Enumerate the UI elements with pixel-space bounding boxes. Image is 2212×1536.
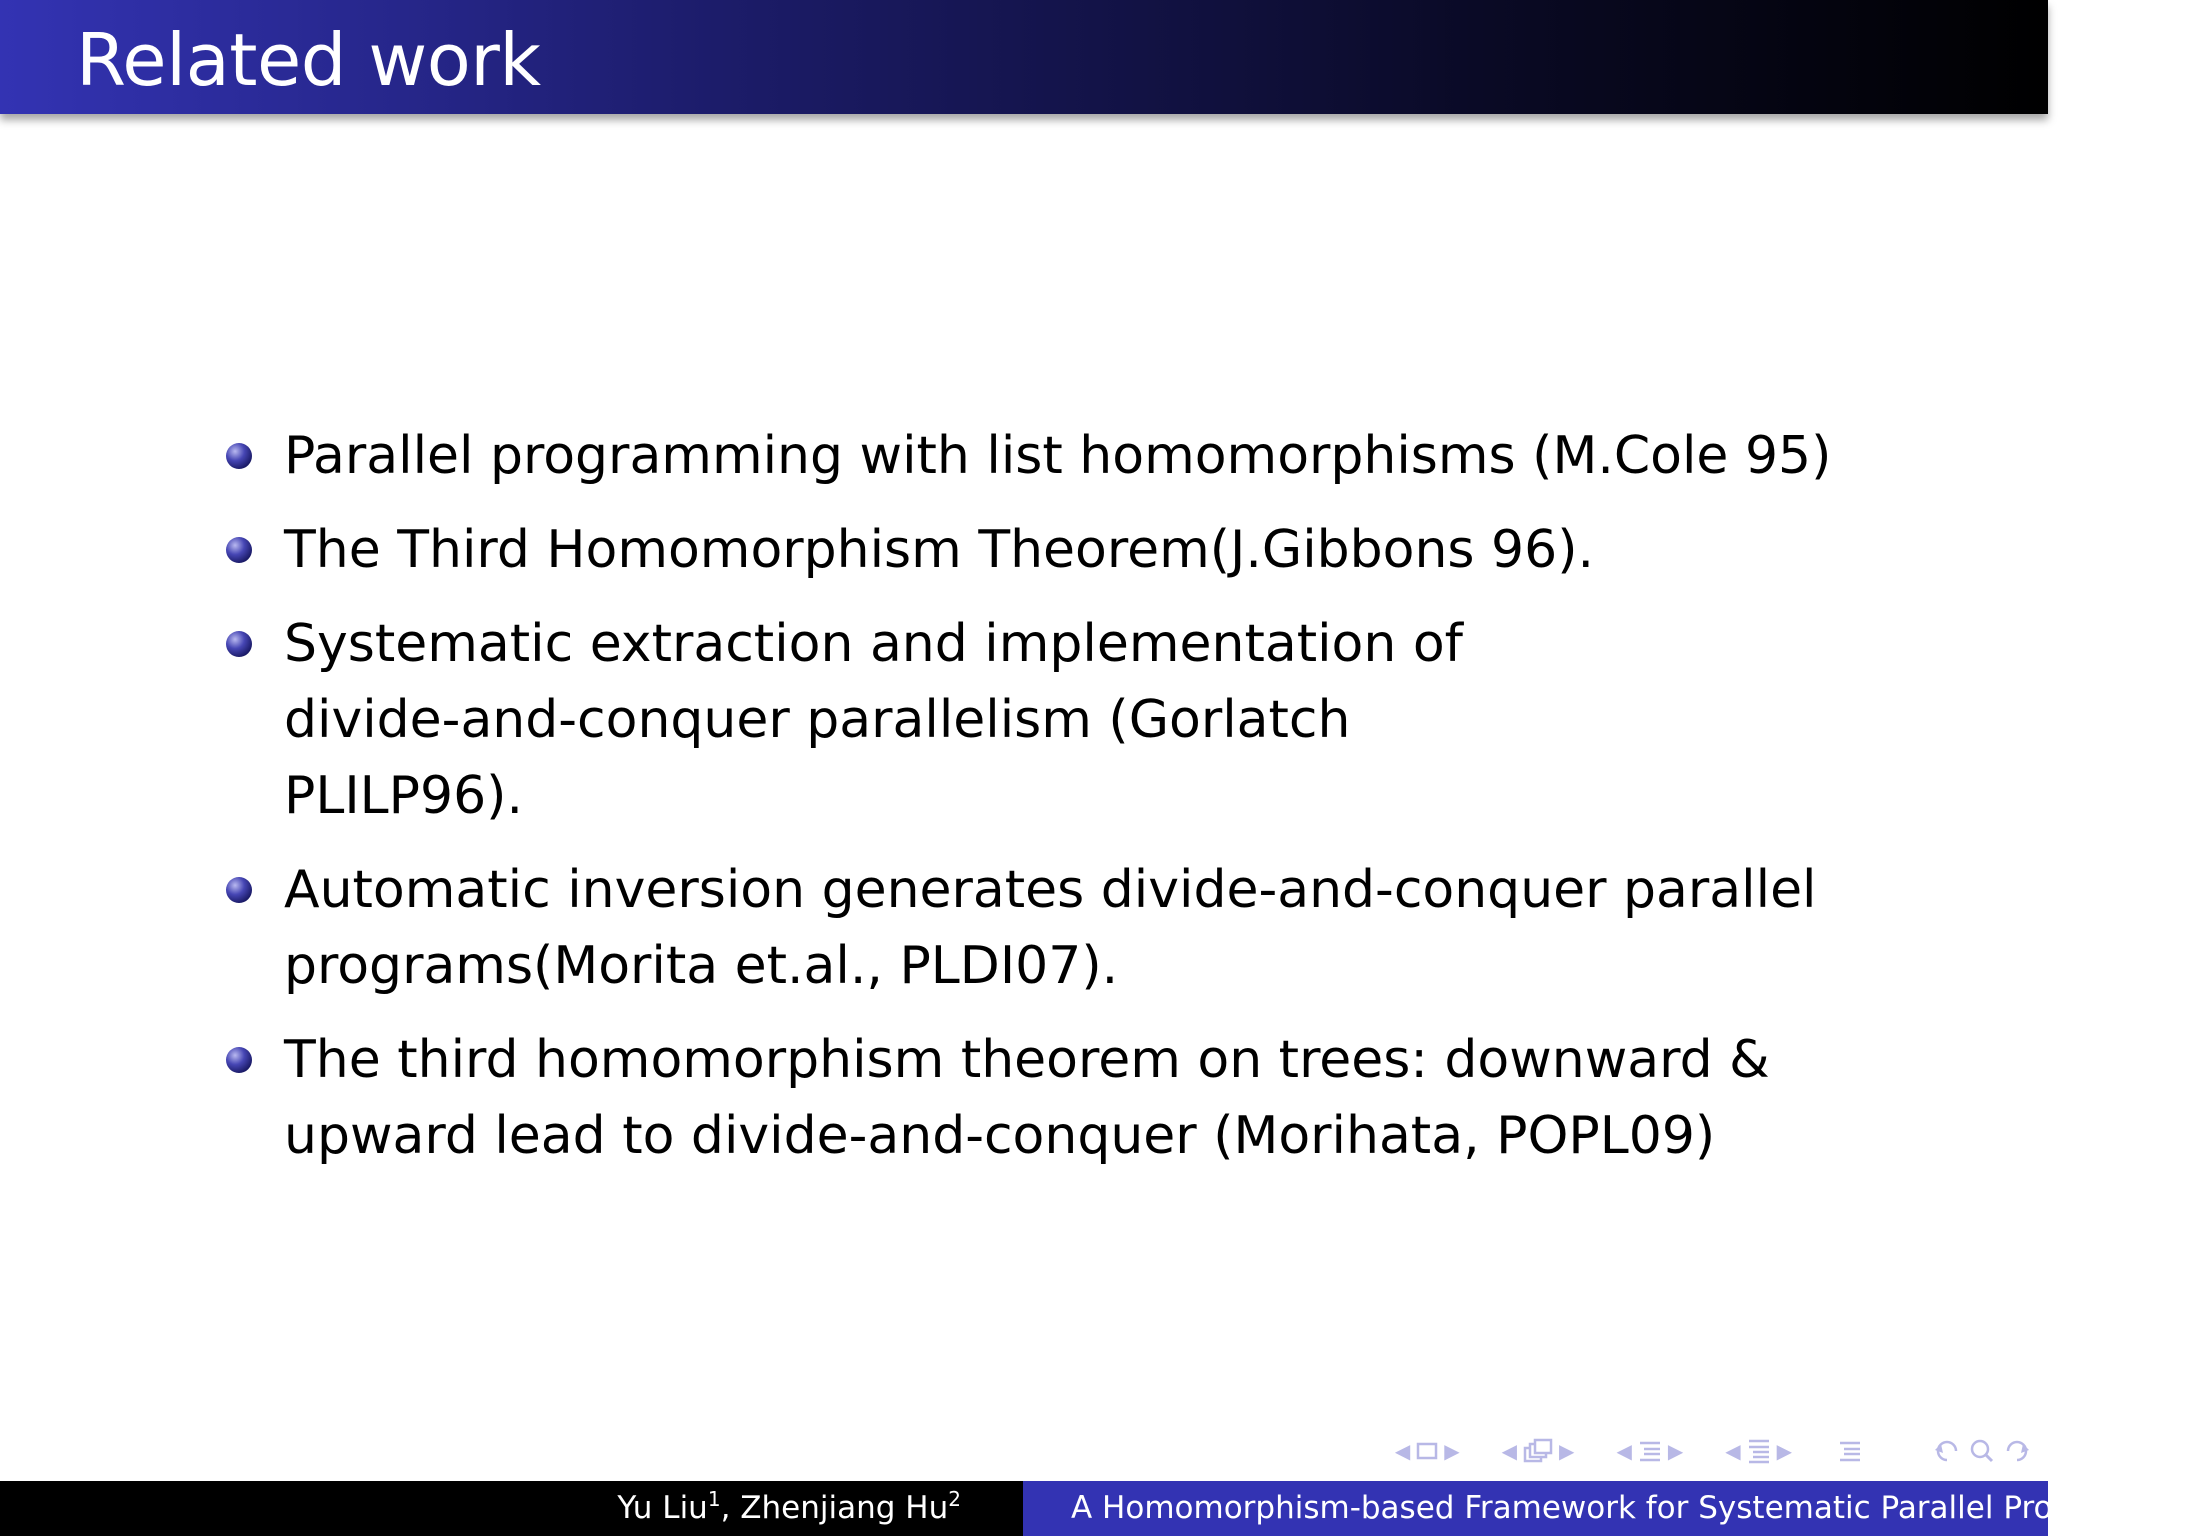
footer	[0, 1481, 2212, 1536]
bullet-text: The third homomorphism theorem on trees: downward & upward lead to divide-and-conquer (Morihata, POPL09)	[284, 1030, 1770, 1166]
affiliation-mark: 2	[948, 1487, 961, 1511]
bullet-ball-icon	[226, 877, 252, 903]
bullet-text: Systematic extraction and implementation of divide-and-conquer parallelism (Gorlatch PLILP96).	[284, 614, 1463, 826]
author-name: Yu Liu	[617, 1490, 708, 1526]
bullet-item	[222, 1022, 1824, 1174]
slide-title: Related work	[76, 18, 541, 102]
subsection-nav-icon[interactable]: ◀ ▶	[1501, 1439, 1575, 1463]
bullet-item	[222, 852, 1824, 1004]
frame-nav-icon[interactable]: ◀ ▶	[1394, 1439, 1460, 1463]
title-bar	[0, 0, 2048, 114]
bullet-item	[222, 418, 2022, 494]
presentation-nav-icon[interactable]: ◀ ▶	[1725, 1439, 1792, 1463]
beamer-navigation	[1359, 1434, 2032, 1468]
bullet-text: Parallel programming with list homomorphisms (M.Cole 95)	[284, 426, 1832, 486]
footer-authors	[0, 1481, 1023, 1536]
bullet-text: The Third Homomorphism Theorem(J.Gibbons 96).	[284, 520, 1595, 580]
author-separator: ,	[720, 1490, 741, 1526]
author-name: Zhenjiang Hu	[740, 1490, 949, 1526]
bullet-ball-icon	[226, 537, 252, 563]
bullet-item	[222, 606, 1524, 834]
outline-icon[interactable]	[1838, 1439, 1862, 1463]
back-forward-search-icon[interactable]	[1932, 1437, 2032, 1465]
affiliation-mark: 1	[707, 1487, 721, 1511]
footer-talk-title: A Homomorphism-based Framework for Systematic Parallel Programming	[1023, 1481, 2048, 1536]
bullet-ball-icon	[226, 631, 252, 657]
bullet-text: Automatic inversion generates divide-and-conquer parallel programs(Morita et.al., PLDI07).	[284, 860, 1817, 996]
bullet-ball-icon	[226, 443, 252, 469]
section-nav-icon[interactable]: ◀ ▶	[1616, 1439, 1684, 1463]
bullet-list	[222, 418, 2022, 1192]
bullet-item	[222, 512, 2022, 588]
bullet-ball-icon	[226, 1047, 252, 1073]
